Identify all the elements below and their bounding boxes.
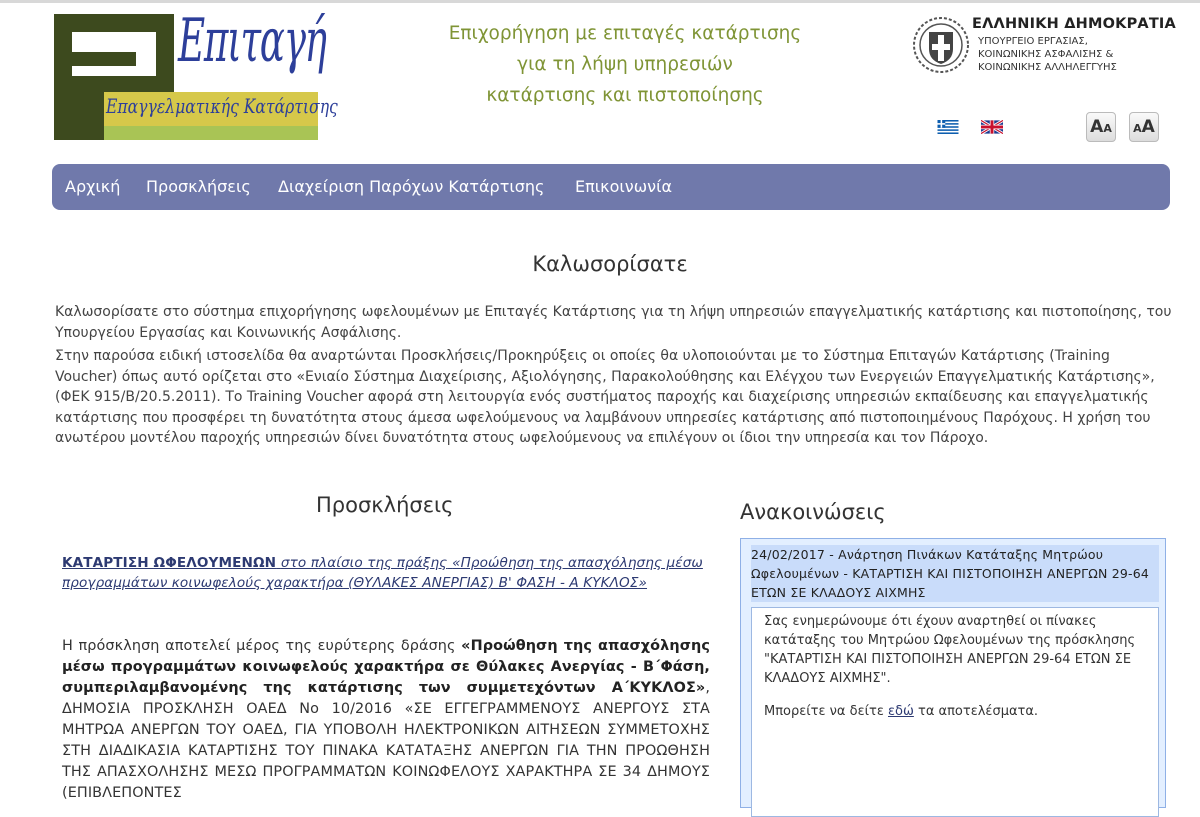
font-decrease-label: A — [1090, 117, 1104, 137]
nav-provider-management[interactable]: Διαχείριση Παρόχων Κατάρτισης — [278, 177, 545, 196]
call-text-start: Η πρόσκληση αποτελεί μέρος της ευρύτερης δράσης — [62, 638, 462, 654]
increase-font-button[interactable] — [1129, 112, 1159, 142]
logo-subtitle: Επαγγελματικής Κατάρτισης — [106, 94, 338, 118]
announcement-more-prefix: Μπορείτε να δείτε — [764, 704, 888, 719]
tagline-line: Επιχορήγηση με επιταγές κατάρτισης — [448, 23, 802, 44]
announcement-more-suffix: τα αποτελέσματα. — [913, 704, 1039, 719]
call-link-part: «Προώθηση της απασχόλησης μέσω προγραμμάτων κοινωφελούς χαρακτήρα (ΘΥΛΑΚΕΣ ΑΝΕΡΓΙΑΣ) Β' ΦΑΣΗ - Α ΚΥΚΛΟΣ» — [62, 555, 703, 591]
intro-paragraph: Καλωσορίσατε στο σύστημα επιχορήγησης ωφελουμένων με Επιταγές Κατάρτισης για τη λήψη υπηρεσιών επαγγελματικής κατάρτισης και πιστοποίησης, του Υπουργείου Εργασίας και Κοινωνικής Ασφάλισης. — [55, 304, 1172, 341]
announcement-body — [751, 607, 1159, 817]
call-text-bold: «Προώθηση της απασχόλησης μέσω προγραμμάτων κοινωφελούς χαρακτήρα σε Θύλακες Ανεργίας - Β΄Φάση, συμπεριλαμβανομένης της κατάρτισης των συμμετεχόντων Α΄ΚΥΚΛΟΣ» — [62, 638, 710, 696]
logo-strip-green — [104, 126, 318, 140]
font-increase-small-glyph: A — [1133, 122, 1142, 135]
announcements-heading: Ανακοινώσεις — [740, 500, 886, 524]
intro-paragraph: Στην παρούσα ειδική ιστοσελίδα θα αναρτώνται Προσκλήσεις/Προκηρύξεις οι οποίες θα υλοποιούνται με το Σύστημα Επιταγών Κατάρτισης (Training Voucher) όπως αυτό ορίζεται στο «Ενιαίο Σύστημα Διαχείρισης, Αξιολόγησης, Παρακολούθησης και Ελέγχου των Ενεργειών Επαγγελματικής Κατάρτισης», (ΦΕΚ 915/Β/20.5.2011). Το Training Voucher αφορά στη λειτουργία ενός συστήματος παροχής και διαχείρισης υπηρεσιών εκπαίδευσης και επαγγελματικής κατάρτισης που προσφέρει τη δυνατότητα στους άμεσα ωφελούμενους να λαμβάνουν υπηρεσίες κατάρτισης από πιστοποιημένους Παρόχους. Η χρήση του ανωτέρου μοντέλου παροχής υπηρεσιών δίνει δυνατότητα στους ωφελούμενους να επιλέγουν οι ίδιοι την υπηρεσία και τον Πάροχο. — [55, 348, 1155, 446]
ministry-line: ΚΟΙΝΩΝΙΚΗΣ ΑΛΛΗΛΕΓΓΥΗΣ — [978, 62, 1117, 73]
ministry-name — [978, 35, 1117, 74]
nav-contact[interactable]: Επικοινωνία — [575, 177, 673, 196]
site-tagline — [420, 18, 830, 111]
logo-title: Επιταγή — [178, 6, 326, 76]
uk-flag-icon[interactable] — [981, 120, 1003, 134]
nav-home[interactable]: Αρχική — [65, 177, 121, 196]
republic-title: ΕΛΛΗΝΙΚΗ ΔΗΜΟΚΡΑΤΙΑ — [972, 16, 1176, 32]
announcement-title: - Ανάρτηση Πινάκων Κατάταξης Μητρώου Ωφελουμένων - ΚΑΤΑΡΤΙΣΗ ΚΑΙ ΠΙΣΤΟΠΟΙΗΣΗ ΑΝΕΡΓΩΝ 29-64 ΕΤΩΝ ΣΕ ΚΛΑΔΟΥΣ ΑΙΧΜΗΣ — [751, 547, 1150, 600]
font-increase-label: A — [1141, 117, 1155, 137]
hellenic-republic-emblem-icon — [912, 16, 970, 74]
call-link-part: στο πλαίσιο της πράξης — [280, 555, 448, 571]
announcement-text: Σας ενημερώνουμε ότι έχουν αναρτηθεί οι πίνακες κατάταξης του Μητρώου Ωφελουμένων της πρόσκλησης "ΚΑΤΑΡΤΙΣΗ ΚΑΙ ΠΙΣΤΟΠΟΙΗΣΗ ΑΝΕΡΓΩΝ 29-64 ΕΤΩΝ ΣΕ ΚΛΑΔΟΥΣ ΑΙΧΜΗΣ". — [764, 614, 1136, 686]
calls-heading: Προσκλήσεις — [316, 493, 454, 517]
decrease-font-button[interactable] — [1086, 112, 1116, 142]
tagline-line: κατάρτισης και πιστοποίησης — [486, 85, 764, 106]
top-border — [0, 0, 1200, 3]
ministry-line: ΚΟΙΝΩΝΙΚΗΣ ΑΣΦΑΛΙΣΗΣ & — [978, 49, 1114, 60]
announcement-more — [764, 702, 1146, 721]
ministry-line: ΥΠΟΥΡΓΕΙΟ ΕΡΓΑΣΙΑΣ, — [978, 36, 1088, 47]
nav-calls[interactable]: Προσκλήσεις — [146, 177, 251, 196]
announcement-headline[interactable] — [751, 545, 1159, 602]
call-title-link[interactable] — [62, 553, 712, 593]
announcement-box — [740, 538, 1166, 808]
results-link[interactable]: εδώ — [888, 704, 914, 719]
announcement-date: 24/02/2017 — [751, 547, 826, 562]
greek-flag-icon[interactable] — [937, 120, 959, 134]
call-link-part: ΚΑΤΑΡΤΙΣΗ ΩΦΕΛΟΥΜΕΝΩΝ — [62, 555, 277, 571]
call-description — [62, 636, 710, 804]
tagline-line: για τη λήψη υπηρεσιών — [517, 54, 733, 75]
call-text-rest: , ΔΗΜΟΣΙΑ ΠΡΟΣΚΛΗΣΗ ΟΑΕΔ Νο 10/2016 «ΣΕ ΕΓΓΕΓΡΑΜΜΕΝΟΥΣ ΑΝΕΡΓΟΥΣ ΣΤΑ ΜΗΤΡΩΑ ΑΝΕΡΓΩΝ ΤΟΥ ΟΑΕΔ, ΓΙΑ ΥΠΟΒΟΛΗ ΗΛΕΚΤΡΟΝΙΚΩΝ ΑΙΤΗΣΕΩΝ ΣΥΜΜΕΤΟΧΗΣ ΣΤΗ ΔΙΑΔΙΚΑΣΙΑ ΚΑΤΑΡΤΙΣΗΣ ΤΟΥ ΠΙΝΑΚΑ ΚΑΤΑΤΑΞΗΣ ΑΝΕΡΓΩΝ ΓΙΑ ΤΗΝ ΠΡΟΩΘΗΣΗ ΤΗΣ ΑΠΑΣΧΟΛΗΣΗΣ ΜΕΣΩ ΠΡΟΓΡΑΜΜΑΤΩΝ ΚΟΙΝΩΦΕΛΟΥΣ ΧΑΡΑΚΤΗΡΑ ΣΕ 34 ΔΗΜΟΥΣ (ΕΠΙΒΛΕΠΟΝΤΕΣ — [62, 680, 710, 801]
main-navigation — [52, 164, 1170, 210]
welcome-heading: Καλωσορίσατε — [532, 252, 688, 276]
site-logo[interactable] — [54, 6, 338, 142]
font-decrease-small-glyph: A — [1103, 122, 1112, 135]
logo-mark-bar — [72, 52, 136, 66]
